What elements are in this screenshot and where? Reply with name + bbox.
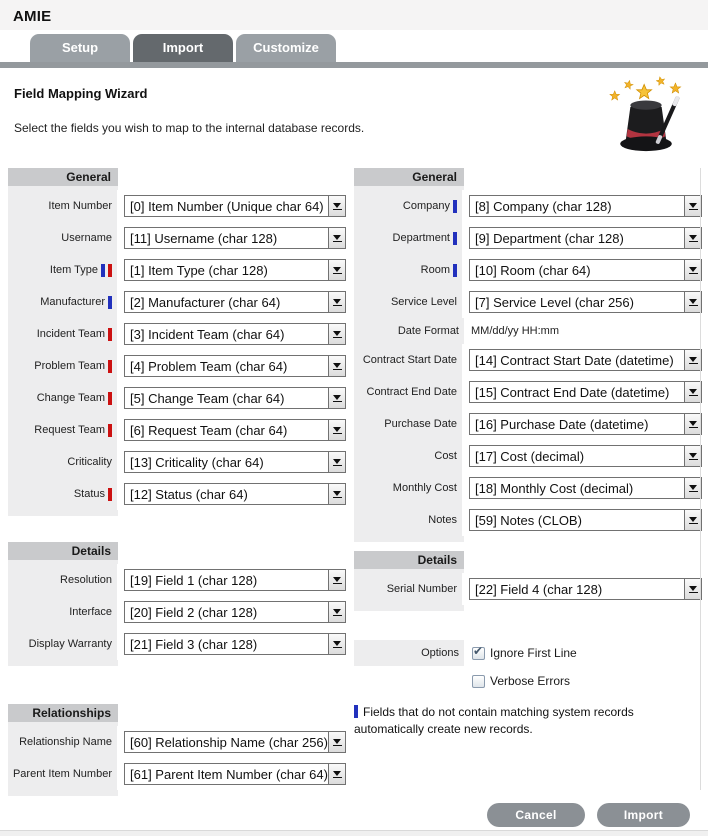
field-label-text: Change Team xyxy=(36,391,105,404)
tab-bar xyxy=(0,34,708,62)
page-title: AMIE xyxy=(13,8,52,25)
arrow-glyph xyxy=(689,389,697,394)
selected-option: [2] Manufacturer (char 64) xyxy=(130,294,281,310)
red-flag-icon xyxy=(108,424,112,437)
selected-option: [3] Incident Team (char 64) xyxy=(130,326,285,342)
arrow-underline xyxy=(689,273,698,274)
tab-customize[interactable]: Customize xyxy=(236,34,336,62)
field-label xyxy=(8,414,117,446)
field-label-text: Item Type xyxy=(49,263,98,276)
field-select[interactable] xyxy=(124,419,346,441)
field-control xyxy=(462,578,702,600)
section-header: Details xyxy=(354,551,464,569)
field-label-text: Parent Item Number xyxy=(12,767,112,780)
checkbox-label: Verbose Errors xyxy=(490,674,571,688)
checkbox-label: Ignore First Line xyxy=(490,646,577,660)
field-control xyxy=(462,195,702,217)
options-label: Options xyxy=(354,640,464,666)
blue-flag-icon xyxy=(453,232,457,245)
field-control xyxy=(462,509,702,531)
field-row xyxy=(8,596,346,628)
field-control xyxy=(117,419,346,441)
info-note xyxy=(354,704,704,739)
dropdown-arrow-icon[interactable] xyxy=(328,388,345,408)
field-label-text: Request Team xyxy=(34,423,105,436)
selected-option: [22] Field 4 (char 128) xyxy=(475,581,603,597)
app-header xyxy=(0,0,708,30)
field-control xyxy=(464,325,559,337)
field-label xyxy=(8,628,117,660)
selected-option: [13] Criticality (char 64) xyxy=(130,454,264,470)
field-row xyxy=(8,286,346,318)
field-control xyxy=(117,195,346,217)
dropdown-arrow-icon[interactable] xyxy=(328,764,345,784)
field-label xyxy=(8,254,117,286)
selected-option: [15] Contract End Date (datetime) xyxy=(475,384,670,400)
field-label-text: Contract Start Date xyxy=(362,353,457,366)
field-label xyxy=(354,254,462,286)
tab-setup[interactable]: Setup xyxy=(30,34,130,62)
arrow-glyph xyxy=(689,517,697,522)
arrow-underline xyxy=(333,369,342,370)
field-label-text: Monthly Cost xyxy=(392,481,457,494)
field-select[interactable] xyxy=(124,483,346,505)
footer-actions xyxy=(487,803,690,827)
section-header: Relationships xyxy=(8,704,118,722)
arrow-underline xyxy=(333,615,342,616)
section-header: Details xyxy=(8,542,118,560)
arrow-glyph xyxy=(333,771,341,776)
arrow-glyph xyxy=(689,357,697,362)
wizard-heading: Field Mapping Wizard xyxy=(14,86,148,101)
field-label-text: Company xyxy=(402,199,450,212)
field-label xyxy=(8,382,117,414)
arrow-underline xyxy=(689,241,698,242)
selected-option: [61] Parent Item Number (char 64) xyxy=(130,766,328,782)
field-select[interactable] xyxy=(124,633,346,655)
field-row xyxy=(354,472,702,504)
dropdown-arrow-icon[interactable] xyxy=(684,478,701,498)
dropdown-arrow-icon[interactable] xyxy=(684,579,701,599)
arrow-glyph xyxy=(333,331,341,336)
arrow-underline xyxy=(689,459,698,460)
field-label-text: Resolution xyxy=(60,573,112,586)
blue-flag-icon xyxy=(453,200,457,213)
field-select[interactable] xyxy=(124,763,346,785)
field-label-text: Problem Team xyxy=(34,359,105,372)
content-right-edge xyxy=(700,168,701,790)
form-section xyxy=(8,168,346,516)
field-row xyxy=(354,318,702,344)
red-flag-icon xyxy=(108,264,112,277)
form-section xyxy=(354,168,702,542)
dropdown-arrow-icon[interactable] xyxy=(684,260,701,280)
dropdown-arrow-icon[interactable] xyxy=(328,484,345,504)
dropdown-arrow-icon[interactable] xyxy=(328,292,345,312)
field-label xyxy=(354,573,462,605)
field-label xyxy=(354,376,462,408)
section-header: General xyxy=(354,168,464,186)
field-control xyxy=(462,291,702,313)
field-label-text: Relationship Name xyxy=(19,735,112,748)
selected-option: [6] Request Team (char 64) xyxy=(130,422,288,438)
arrow-glyph xyxy=(689,485,697,490)
section-footer xyxy=(8,660,118,666)
selected-option: [5] Change Team (char 64) xyxy=(130,390,285,406)
field-control xyxy=(462,227,702,249)
field-row xyxy=(8,726,346,758)
field-label xyxy=(8,222,117,254)
red-flag-icon xyxy=(108,328,112,341)
field-row xyxy=(8,318,346,350)
red-flag-icon xyxy=(108,392,112,405)
field-row xyxy=(8,628,346,660)
field-label-text: Username xyxy=(61,231,112,244)
selected-option: [16] Purchase Date (datetime) xyxy=(475,416,649,432)
dropdown-arrow-icon[interactable] xyxy=(328,228,345,248)
selected-option: [1] Item Type (char 128) xyxy=(130,262,268,278)
arrow-glyph xyxy=(689,421,697,426)
field-select[interactable] xyxy=(469,477,702,499)
field-control xyxy=(117,451,346,473)
field-select[interactable] xyxy=(124,387,346,409)
field-row xyxy=(8,564,346,596)
field-control xyxy=(117,569,346,591)
field-select[interactable] xyxy=(124,355,346,377)
field-control xyxy=(117,387,346,409)
selected-option: [60] Relationship Name (char 256) xyxy=(130,734,328,750)
field-control xyxy=(462,381,702,403)
blue-flag-icon xyxy=(108,296,112,309)
selected-option: [8] Company (char 128) xyxy=(475,198,612,214)
intro-section xyxy=(0,68,708,135)
arrow-underline xyxy=(689,395,698,396)
field-row xyxy=(354,190,702,222)
field-control xyxy=(462,259,702,281)
section-footer xyxy=(354,605,464,611)
field-label xyxy=(8,596,117,628)
arrow-glyph xyxy=(689,235,697,240)
selected-option: [0] Item Number (Unique char 64) xyxy=(130,198,324,214)
field-label xyxy=(8,350,117,382)
field-control xyxy=(462,413,702,435)
dropdown-arrow-icon[interactable] xyxy=(684,510,701,530)
field-mapping-form xyxy=(8,168,702,796)
field-select[interactable] xyxy=(124,259,346,281)
field-select[interactable] xyxy=(469,259,702,281)
dropdown-arrow-icon[interactable] xyxy=(328,324,345,344)
arrow-glyph xyxy=(333,459,341,464)
section-footer xyxy=(8,510,118,516)
field-label xyxy=(8,446,117,478)
arrow-glyph xyxy=(689,267,697,272)
field-control xyxy=(117,291,346,313)
field-label-text: Display Warranty xyxy=(28,637,112,650)
dropdown-arrow-icon[interactable] xyxy=(328,420,345,440)
section-header: General xyxy=(8,168,118,186)
field-label-text: Notes xyxy=(428,513,457,526)
field-row xyxy=(8,478,346,510)
arrow-underline xyxy=(333,745,342,746)
selected-option: [20] Field 2 (char 128) xyxy=(130,604,258,620)
option-ignore-first-line[interactable] xyxy=(464,640,577,666)
dropdown-arrow-icon[interactable] xyxy=(684,446,701,466)
field-label-text: Serial Number xyxy=(386,582,457,595)
section-footer xyxy=(8,790,118,796)
field-label-text: Date Format xyxy=(397,324,459,337)
arrow-underline xyxy=(333,337,342,338)
arrow-glyph xyxy=(689,299,697,304)
form-section xyxy=(354,551,702,611)
field-control xyxy=(462,349,702,371)
field-label xyxy=(354,408,462,440)
field-control xyxy=(117,483,346,505)
arrow-underline xyxy=(333,241,342,242)
field-label-text: Incident Team xyxy=(36,327,105,340)
arrow-underline xyxy=(689,427,698,428)
field-label-text: Status xyxy=(73,487,105,500)
dropdown-arrow-icon[interactable] xyxy=(328,196,345,216)
field-label-text: Service Level xyxy=(390,295,457,308)
dropdown-arrow-icon[interactable] xyxy=(684,292,701,312)
arrow-underline xyxy=(689,305,698,306)
field-label xyxy=(8,726,117,758)
magician-hat-icon xyxy=(600,72,692,164)
field-select[interactable] xyxy=(124,601,346,623)
field-label xyxy=(8,190,117,222)
arrow-glyph xyxy=(333,641,341,646)
arrow-glyph xyxy=(689,586,697,591)
field-label xyxy=(8,564,117,596)
arrow-underline xyxy=(333,647,342,648)
check-icon: ✔ xyxy=(473,643,484,658)
dropdown-arrow-icon[interactable] xyxy=(328,452,345,472)
field-label-text: Department xyxy=(392,231,450,244)
field-label xyxy=(354,440,462,472)
arrow-underline xyxy=(333,465,342,466)
field-label xyxy=(354,222,462,254)
field-select[interactable] xyxy=(124,195,346,217)
field-row xyxy=(354,408,702,440)
field-control xyxy=(117,763,346,785)
cancel-button[interactable]: Cancel xyxy=(487,803,585,827)
arrow-underline xyxy=(333,583,342,584)
field-label xyxy=(8,286,117,318)
field-label xyxy=(8,758,117,790)
arrow-glyph xyxy=(333,577,341,582)
field-select[interactable] xyxy=(469,349,702,371)
field-label xyxy=(8,478,117,510)
arrow-glyph xyxy=(333,267,341,272)
field-select[interactable] xyxy=(469,413,702,435)
field-select[interactable] xyxy=(124,569,346,591)
field-label xyxy=(354,190,462,222)
field-label-text: Manufacturer xyxy=(40,295,105,308)
arrow-glyph xyxy=(333,427,341,432)
field-control xyxy=(117,355,346,377)
arrow-glyph xyxy=(333,739,341,744)
dropdown-arrow-icon[interactable] xyxy=(328,570,345,590)
ignore-first-line-checkbox[interactable] xyxy=(472,643,485,660)
field-select[interactable] xyxy=(469,509,702,531)
note-flag-icon xyxy=(354,705,358,718)
selected-option: [14] Contract Start Date (datetime) xyxy=(475,352,674,368)
selected-option: [10] Room (char 64) xyxy=(475,262,591,278)
arrow-underline xyxy=(333,433,342,434)
field-control xyxy=(462,445,702,467)
red-flag-icon xyxy=(108,488,112,501)
field-control xyxy=(117,227,346,249)
wizard-description: Select the fields you wish to map to the internal database records. xyxy=(14,121,365,135)
arrow-underline xyxy=(333,209,342,210)
field-label xyxy=(354,318,464,344)
field-row xyxy=(8,190,346,222)
field-select[interactable] xyxy=(469,578,702,600)
selected-option: [7] Service Level (char 256) xyxy=(475,294,634,310)
field-select[interactable] xyxy=(124,227,346,249)
dropdown-arrow-icon[interactable] xyxy=(328,602,345,622)
dropdown-arrow-icon[interactable] xyxy=(328,732,345,752)
field-row xyxy=(8,350,346,382)
arrow-underline xyxy=(333,497,342,498)
field-control xyxy=(117,601,346,623)
field-control xyxy=(117,731,346,753)
arrow-underline xyxy=(689,363,698,364)
blue-flag-icon xyxy=(453,264,457,277)
field-label-text: Criticality xyxy=(67,455,112,468)
field-select[interactable] xyxy=(469,195,702,217)
selected-option: [19] Field 1 (char 128) xyxy=(130,572,258,588)
field-label xyxy=(8,318,117,350)
option-verbose-errors[interactable] xyxy=(354,666,702,696)
dropdown-arrow-icon[interactable] xyxy=(684,382,701,402)
field-row xyxy=(354,504,702,536)
field-label-text: Purchase Date xyxy=(384,417,457,430)
field-row xyxy=(354,254,702,286)
selected-option: [59] Notes (CLOB) xyxy=(475,512,582,528)
field-row xyxy=(354,222,702,254)
field-row xyxy=(8,758,346,790)
field-select[interactable] xyxy=(469,445,702,467)
field-select[interactable] xyxy=(124,451,346,473)
arrow-glyph xyxy=(333,395,341,400)
field-row xyxy=(8,222,346,254)
field-row xyxy=(8,382,346,414)
arrow-underline xyxy=(689,523,698,524)
field-label xyxy=(354,504,462,536)
arrow-underline xyxy=(689,209,698,210)
options-block xyxy=(354,640,702,696)
section-footer xyxy=(354,536,464,542)
field-control xyxy=(462,477,702,499)
left-column xyxy=(8,168,346,796)
field-label xyxy=(354,472,462,504)
static-value: MM/dd/yy HH:mm xyxy=(471,325,559,337)
arrow-glyph xyxy=(333,491,341,496)
arrow-underline xyxy=(333,273,342,274)
bottom-edge xyxy=(0,830,708,836)
arrow-glyph xyxy=(333,203,341,208)
arrow-glyph xyxy=(333,363,341,368)
field-row xyxy=(354,440,702,472)
field-select[interactable] xyxy=(469,291,702,313)
arrow-glyph xyxy=(689,453,697,458)
field-select[interactable] xyxy=(124,731,346,753)
note-text: Fields that do not contain matching system records automatically create new records. xyxy=(354,705,634,737)
field-select[interactable] xyxy=(469,227,702,249)
arrow-underline xyxy=(333,777,342,778)
dropdown-arrow-icon[interactable] xyxy=(684,196,701,216)
selected-option: [11] Username (char 128) xyxy=(130,230,278,246)
form-section xyxy=(8,704,346,796)
field-row xyxy=(8,414,346,446)
field-label-text: Cost xyxy=(434,449,457,462)
arrow-glyph xyxy=(689,203,697,208)
verbose-errors-checkbox[interactable] xyxy=(472,675,485,688)
right-column xyxy=(354,168,702,796)
arrow-glyph xyxy=(333,609,341,614)
arrow-underline xyxy=(333,401,342,402)
dropdown-arrow-icon[interactable] xyxy=(328,634,345,654)
field-select[interactable] xyxy=(469,381,702,403)
field-label-text: Contract End Date xyxy=(366,385,457,398)
field-row xyxy=(354,573,702,605)
arrow-glyph xyxy=(333,299,341,304)
field-row xyxy=(8,254,346,286)
field-control xyxy=(117,323,346,345)
field-label xyxy=(354,344,462,376)
field-row xyxy=(354,344,702,376)
field-label xyxy=(354,286,462,318)
red-flag-icon xyxy=(108,360,112,373)
arrow-underline xyxy=(689,491,698,492)
field-select[interactable] xyxy=(124,291,346,313)
arrow-underline xyxy=(333,305,342,306)
field-row xyxy=(354,286,702,318)
field-row xyxy=(8,446,346,478)
field-control xyxy=(117,633,346,655)
selected-option: [17] Cost (decimal) xyxy=(475,448,585,464)
field-label-text: Item Number xyxy=(48,199,112,212)
dropdown-arrow-icon[interactable] xyxy=(684,414,701,434)
field-label-text: Interface xyxy=(69,605,112,618)
dropdown-arrow-icon[interactable] xyxy=(684,350,701,370)
field-select[interactable] xyxy=(124,323,346,345)
selected-option: [18] Monthly Cost (decimal) xyxy=(475,480,634,496)
field-control xyxy=(117,259,346,281)
arrow-underline xyxy=(689,592,698,593)
tab-import[interactable]: Import xyxy=(133,34,233,62)
blue-flag-icon xyxy=(101,264,105,277)
selected-option: [9] Department (char 128) xyxy=(475,230,624,246)
field-label-text: Room xyxy=(420,263,450,276)
dropdown-arrow-icon[interactable] xyxy=(328,260,345,280)
selected-option: [12] Status (char 64) xyxy=(130,486,248,502)
selected-option: [4] Problem Team (char 64) xyxy=(130,358,288,374)
form-section xyxy=(8,542,346,666)
field-row xyxy=(354,376,702,408)
arrow-glyph xyxy=(333,235,341,240)
dropdown-arrow-icon[interactable] xyxy=(328,356,345,376)
selected-option: [21] Field 3 (char 128) xyxy=(130,636,258,652)
import-button[interactable]: Import xyxy=(597,803,690,827)
dropdown-arrow-icon[interactable] xyxy=(684,228,701,248)
